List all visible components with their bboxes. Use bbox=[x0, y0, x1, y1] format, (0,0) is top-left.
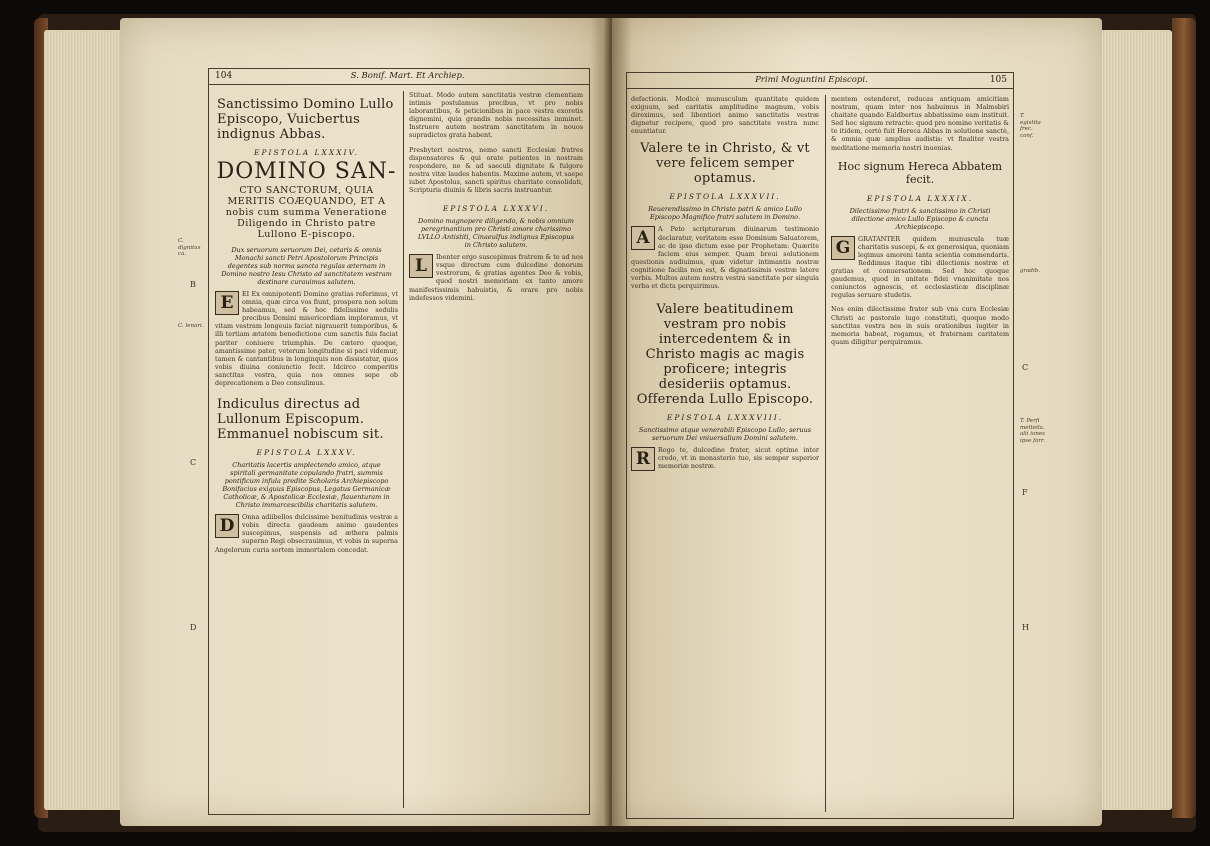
page-number: 105 bbox=[989, 74, 1007, 85]
drop-cap: A bbox=[631, 226, 655, 250]
drop-cap: E bbox=[215, 291, 239, 315]
letter-title: DOMINO SAN- bbox=[216, 159, 397, 184]
margin-letter: C bbox=[190, 458, 197, 467]
letter-dedication: Reuerendissimo in Christo patri & amico Lullo Episcopo Magnifico fratri salutem in Domino. bbox=[648, 205, 802, 222]
margin-note: T. egistita frec. conf. bbox=[1020, 113, 1041, 139]
letter-farewell: Valere beatitudinem vestram pro nobis intercedentem & in Christo magis ac magis proficere; integris desideriis optamus. Offerenda Lullo Episcopo. bbox=[636, 302, 814, 408]
letter-title-continued: CTO SANCTORUM, QUIA MERITIS COÆQUANDO, ET A nobis cum summa Veneratione Diligendo in Christo patre Lullono E-piscopo. bbox=[225, 185, 388, 240]
right-page-edges bbox=[1100, 30, 1172, 810]
letter-dedication: Dux seruorum seruorum Dei, cetaris & omnis Monachi sancti Petri Apostolorum Principis degentes sub norma sancta regulas æternam in Domino nostro Iesu Christo ad sanctitatem vestram destinare curauimus salutem. bbox=[221, 246, 392, 286]
letter-body bbox=[409, 253, 583, 302]
letter-dedication: Domino magnopere diligendo, & nobis omnium peregrinantium pro Christi amore charissimo LVLLO Antistiti, Cinaeulfus indignus Episcopus in Christo salutem. bbox=[418, 217, 574, 250]
left-page-edges bbox=[44, 30, 124, 810]
margin-note: T. Perfi metteila. alii iones ipse farr. bbox=[1020, 418, 1045, 444]
drop-cap: G bbox=[831, 236, 855, 260]
running-header bbox=[627, 71, 1013, 89]
letter-text: A Peto scripturarum diuinarum testimonio declaratur, veritatem esse Dominum Saluatorem, ac de ipso dictum esse per Prophetam: Quærite faciem eius semper. Quam breui solutionem questionis audiuimus, quæ videtur intimantis nostræ cognitione facilis non est, & dignatissimis vestræ latere verbis. Multos autem nostra vestra sanctitate per singula verba et dicta perquirimus. bbox=[631, 225, 819, 291]
drop-cap: R bbox=[631, 447, 655, 471]
letter-farewell: Valere te in Christo, & vt vere felicem semper optamus. bbox=[640, 141, 810, 187]
letter-greeting: Sanctissimo Domino Lullo Episcopo, Vuicbertus indignus Abbas. bbox=[217, 97, 394, 142]
epistola-label: EPISTOLA LXXXVIII. bbox=[666, 413, 784, 423]
letter-dedication: Sanctissimo atque venerabili Episcopo Lullo, seruus seruorum Dei vniuersalium Domini salutem. bbox=[638, 426, 812, 443]
text-frame bbox=[208, 68, 590, 815]
seal-line: Hoc signum Hereca Abbatem fecit. bbox=[837, 159, 1003, 186]
running-header bbox=[209, 67, 589, 85]
letter-body: Presbyteri nostros, nemo sancti Ecclesiæ fratres dispensatores & qui orate patientes in nostram respondere, ne & ad saeculi dignitate & fulgore nostra vitæ laudes habentis. Maxime autem, vt saepe iubet Apostolus, sancti spiritus charitate consolidati, Scripturis diuinis & libris sacris instruantur. bbox=[409, 145, 583, 195]
letter-dedication: Dilectissimo fratri & sanctissimo in Christi dilectione amico Lullo Episcopo & cuncta Archiepiscopo. bbox=[849, 206, 991, 231]
letter-body: defactionis. Modicè munusculum quantitate quidem exiguum, sed caritatis amplitudine magnum, vobis direximus, sed libentiori animo sanctitatis vestræ dignetur recipere, quod pro sanctitate vestra nunc enuntiatur. bbox=[631, 95, 819, 136]
right-cover bbox=[1172, 18, 1196, 818]
epistola-label: EPISTOLA LXXXVI. bbox=[442, 204, 550, 214]
epistola-label: EPISTOLA LXXXVII. bbox=[669, 192, 781, 202]
letter-text: Ibenter ergo suscepimus fratrem & te ad nos vsque directum cum dulcedine donorum vestrorum, & gratias agentes Deo & vobis, quod nostri memoriam ex tanto amore manifestissimis habuistis, & orare pro nobis indefessos videmini. bbox=[409, 253, 583, 302]
letter-text: Onna adiibellos dulcissime benitudinis vestræ a vobis directa gaudeam animo gaudentes suscepimus, suspensis ad æthera palmis superno Regi obsecrauimus, vt vobis in superna Angelorum curia sortem immortalem concedat. bbox=[215, 513, 398, 554]
letter-text: EI Ex omnipotenti Domino gratias referimus, vt omnia, quæ circa vos fiunt, prospera non solum habeamus, sed & hoc fidelissime sedulis precibus Domini misericordiam imploramus, vt vitam vestram longeuis faciat nigrauerit temporibus, & illi tertiam ætatem benedictione cum sanctis fuis faciat pariter coniuere triumphis. De cætero quoque, amantissime pater, veterum longitudine si paci videmur, tamen & cantantibus in longinquis non dissistatur, quos vobis diuina coniunctio fecit. Idcirco comperitis sanctitas vestra, quia nos omnes sepe ob deprecationem a Deo consulimus. bbox=[215, 290, 398, 388]
page-number: 104 bbox=[215, 70, 233, 81]
epistola-label: EPISTOLA LXXXIV. bbox=[253, 148, 359, 157]
letter-body bbox=[631, 225, 819, 290]
margin-letter: D bbox=[190, 623, 197, 632]
margin-letter: B bbox=[190, 280, 196, 289]
letter-body: Nos enim dilectissime frater sub vna cura Ecclesiæ Christi ac pastorale iugo constituti, quoque modo sanctitas vestra nos in suis orationibus iugiter in memoria habeat, rogamus, et fraternam caritatem quam diligitur perquiramus. bbox=[831, 305, 1009, 346]
letter-body bbox=[215, 290, 398, 387]
right-page bbox=[612, 18, 1102, 826]
margin-letter: H bbox=[1022, 623, 1029, 632]
margin-note: gradib. bbox=[1020, 268, 1040, 274]
letter-text: Rogo te, dulcedine frater, sicut optime inter credo, vt in monasterio tuo, sis semper superior memoriæ nostræ. bbox=[658, 446, 819, 471]
drop-cap: D bbox=[215, 514, 239, 538]
letter-body bbox=[215, 513, 398, 553]
epistola-label: EPISTOLA LXXXV. bbox=[256, 448, 357, 458]
letter-body bbox=[831, 235, 1009, 300]
margin-letter: F bbox=[1022, 488, 1028, 497]
running-head: Primi Moguntini Episcopi. bbox=[755, 74, 868, 85]
margin-note: C. dignitas ca. bbox=[178, 238, 201, 257]
letter-text: GRATANTER quidem munuscula tuæ charitatis suscepi, & ex generosiqua, quoniam legimus amoreni tanta scientia commendaris. Reddimus itaque tibi dilectionis nostræ et gratias et conuersationem. Sed hoc quoque gaudemus, quod in unitate fidei vnanimitate nos coniunctos agnoscis, et ecclesiasticæ disciplinæ regulas seruare studetis. bbox=[831, 234, 1009, 300]
running-head: S. Bonif. Mart. Et Archiep. bbox=[350, 70, 465, 81]
column-left bbox=[631, 95, 819, 812]
text-frame bbox=[626, 72, 1014, 819]
drop-cap: L bbox=[409, 254, 433, 278]
epistola-label: EPISTOLA LXXXIX. bbox=[866, 193, 974, 203]
letter-body: Stituat. Modo autem sanctitatis vestræ clementiam intimis postulamus precibus, vt pro nobis laborantibus, & peticionibus in pace vestra exoretis dignemini, quia grandis nobis necessitas imminet. Instruere autem nostram sanctitatem in nouos supradictos grata habent. bbox=[409, 91, 583, 140]
letter-greeting: Indiculus directus ad Lullonum Episcopum. Emmanuel nobiscum sit. bbox=[217, 397, 384, 443]
left-page bbox=[120, 18, 610, 826]
column-left bbox=[215, 91, 398, 808]
letter-body: mentem ostenderet, reducas antiquam amicitiam nostram, quam inter nos habuimus in Malmsbiri chaitate quando Ealdbertus abbatissime eam instituit. Sed hoc signum retracte: quod pro nomine veritatis & te itidem, certò fuit Hereca Abbas in solutione sanctè, & omnia quæ amplius audistis: vt finaliter vestra meditatione memoria nostri inuenias. bbox=[831, 95, 1009, 152]
letter-dedication: Charitatis lacertis amplectendo amico, atque spiritali germanitate copulando fratri, summis pontificum infula predite Scholaris Archiepiscopo Bonifacius exiguus Episcopus, Legatus Germanicæ Catholicæ, & Apostolicæ Ecclesiæ, flauenturam in Christo immarcescibilis charitatis salutem. bbox=[222, 461, 391, 510]
column-right bbox=[403, 91, 583, 808]
margin-note: C. lenari. bbox=[178, 323, 204, 329]
margin-letter: C bbox=[1022, 363, 1029, 372]
column-right bbox=[825, 95, 1009, 812]
letter-body bbox=[631, 446, 819, 470]
